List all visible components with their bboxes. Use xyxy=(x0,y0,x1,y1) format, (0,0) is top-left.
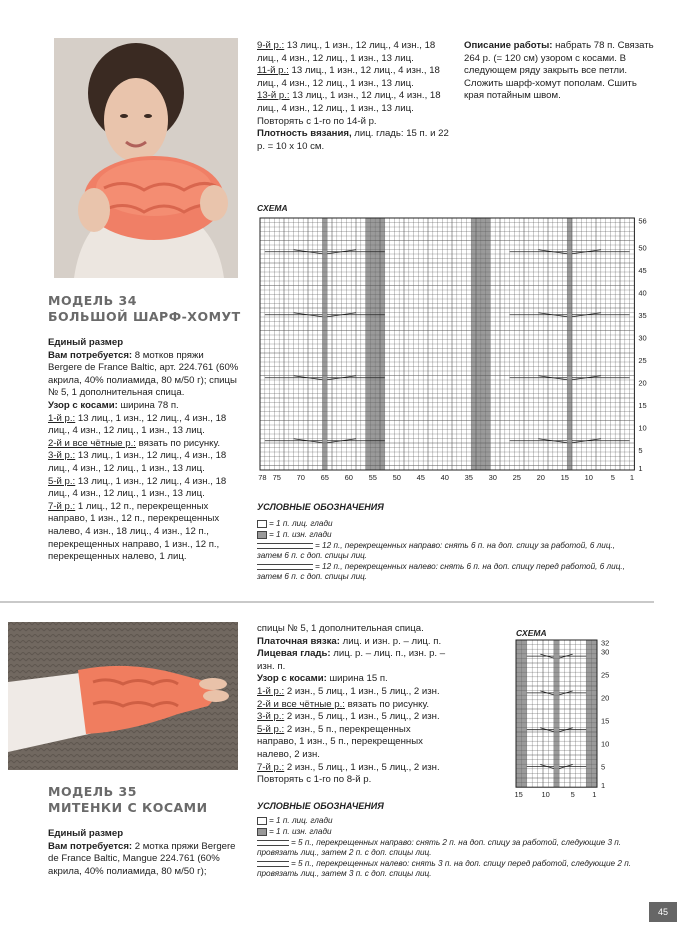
legend2-cable-left: = 5 п., перекрещенных налево: снять 3 п. на доп. спицу перед работой, следующие 2 п. провязать лиц., затем 3 п. с доп. спицы лиц. xyxy=(257,859,631,878)
model35-title xyxy=(48,784,208,816)
schema2-title: СХЕМА xyxy=(516,628,547,638)
model35-mid-text: спицы № 5, 1 дополнительная спица. Платочная вязка: лиц. и изн. р. – лиц. п. Лицевая гладь: лиц. р. – лиц. п., изн. р. – изн. п. Узор с косами: ширина 15 п. 1-й р.: 2 изн., 5 лиц., 1 изн., 5 лиц., 2 изн. 2-й и все чётные р.: вязать по рисунку. 3-й р.: 2 изн., 5 лиц., 1 изн., 5 лиц., 2 изн. 5-й р.: 2 изн., 5 п., перекрещенных направо, 1 изн., 5 п., перекрещенных налево, 2 изн. 7-й р.: 2 изн., 5 лиц., 1 изн., 5 лиц., 2 изн. Повторять с 1-го по 8-й р. xyxy=(257,623,446,786)
x-tick-label: 50 xyxy=(392,473,401,482)
x-tick-label: 15 xyxy=(560,473,569,482)
x-tick-label: 5 xyxy=(570,790,575,800)
cable-left-symbol xyxy=(257,861,289,867)
knit-swatch xyxy=(257,520,267,528)
x-tick-label: 40 xyxy=(440,473,449,482)
model34-name: БОЛЬШОЙ ШАРФ-ХОМУТ xyxy=(48,309,241,324)
legend2-purl: = 1 п. изн. глади xyxy=(257,827,657,837)
cable-right-symbol xyxy=(257,840,289,846)
model34-title xyxy=(48,293,241,325)
legend1-purl: = 1 п. изн. глади xyxy=(257,530,657,540)
legend1-title: УСЛОВНЫЕ ОБОЗНАЧЕНИЯ xyxy=(257,502,384,512)
legend2-title: УСЛОВНЫЕ ОБОЗНАЧЕНИЯ xyxy=(257,801,384,811)
y-tick-label: 10 xyxy=(638,423,647,433)
model35-number: МОДЕЛЬ 35 xyxy=(48,784,137,799)
y-tick-label: 25 xyxy=(638,355,647,365)
x-tick-label: 20 xyxy=(536,473,545,482)
x-tick-label: 1 xyxy=(592,790,597,800)
y-tick-label: 40 xyxy=(638,288,647,298)
y-tick-label: 15 xyxy=(601,716,610,726)
scarf-photo xyxy=(54,38,238,278)
x-tick-label: 75 xyxy=(272,473,281,482)
legend1-cable-left: = 12 п., перекрещенных налево: снять 6 п. на доп. спицу перед работой, 6 лиц., затем 6 п. с доп. спицы лиц. xyxy=(257,562,625,581)
cable-left-symbol xyxy=(257,564,313,570)
y-tick-label: 30 xyxy=(601,647,610,657)
y-tick-label: 1 xyxy=(638,463,643,473)
y-tick-label: 30 xyxy=(638,333,647,343)
legend1-cable-right: = 12 п., перекрещенных направо: снять 6 п. на доп. спицу за работой, 6 лиц., затем 6 п. с доп. спицы лиц. xyxy=(257,541,616,560)
cable-right-symbol xyxy=(257,543,313,549)
x-tick-label: 78 xyxy=(258,473,267,482)
x-tick-label: 5 xyxy=(610,473,615,482)
y-tick-label: 20 xyxy=(601,693,610,703)
schema1-chart xyxy=(252,212,662,482)
model35-name: МИТЕНКИ С КОСАМИ xyxy=(48,800,208,815)
x-tick-label: 35 xyxy=(464,473,473,482)
model34-left-text: Единый размер Вам потребуется: 8 мотков пряжи Bergere de France Baltic, арт. 224.761 (60% акрила, 40% полиамида, 80 м/50 г); спицы № 5, 1 дополнительная спица. Узор с косами: ширина 78 п. 1-й р.: 13 лиц., 1 изн., 12 лиц., 4 изн., 18 лиц., 4 изн., 12 лиц., 1 изн., 13 лиц. 2-й и все чётные р.: вязать по рисунку. 3-й р.: 13 лиц., 1 изн., 12 лиц., 4 изн., 18 лиц., 4 изн., 12 лиц., 1 изн., 13 лиц. 5-й р.: 13 лиц., 1 изн., 12 лиц., 4 изн., 18 лиц., 4 изн., 12 лиц., 1 изн., 13 лиц. 7-й р.: 1 лиц., 12 п., перекрещенных направо, 1 изн., 12 п., перекрещенных налево, 4 изн., 18 лиц., 4 изн., 12 п., перекрещенных направо, 1 изн., 12 п., перекрещенных налево, 1 лиц. xyxy=(48,337,239,563)
legend2-cable-right: = 5 п., перекрещенных направо: снять 2 п. на доп. спицу за работой, следующие 3 п. провязать лиц., затем 2 п. с доп. спицы лиц. xyxy=(257,838,622,857)
model34-work-text: Описание работы: набрать 78 п. Связать 264 р. (= 120 см) узором с косами. В следующем ряду закрыть все петли. Сложить шарф-хомут пополам. Сшить края потайным швом. xyxy=(464,40,654,102)
y-tick-label: 45 xyxy=(638,265,647,275)
section-divider xyxy=(0,601,654,603)
x-tick-label: 60 xyxy=(344,473,353,482)
x-tick-label: 45 xyxy=(416,473,425,482)
y-tick-label: 5 xyxy=(638,445,643,455)
size-label: Единый размер xyxy=(48,337,124,348)
y-tick-label: 35 xyxy=(638,310,647,320)
x-tick-label: 70 xyxy=(296,473,305,482)
y-tick-label: 20 xyxy=(638,378,647,388)
model35-left-text: Единый размер Вам потребуется: 2 мотка пряжи Bergere de France Baltic, Mangue 224.761 (60% акрила, 40% полиамида, 80 м/50 г); xyxy=(48,828,236,877)
schema2-chart xyxy=(510,636,622,808)
knit-swatch xyxy=(257,817,267,825)
y-tick-label: 25 xyxy=(601,670,610,680)
page-number: 45 xyxy=(649,902,677,922)
model34-number: МОДЕЛЬ 34 xyxy=(48,293,137,308)
y-tick-label: 50 xyxy=(638,243,647,253)
x-tick-label: 30 xyxy=(488,473,497,482)
y-tick-label: 10 xyxy=(601,739,610,749)
purl-swatch xyxy=(257,531,267,539)
mittens-photo xyxy=(8,622,238,770)
y-tick-label: 56 xyxy=(638,216,647,226)
x-tick-label: 1 xyxy=(629,473,635,482)
legend1-knit: = 1 п. лиц. глади xyxy=(257,519,657,529)
y-tick-label: 1 xyxy=(601,780,606,790)
y-tick-label: 32 xyxy=(601,638,610,648)
x-tick-label: 55 xyxy=(368,473,377,482)
x-tick-label: 65 xyxy=(320,473,329,482)
x-tick-label: 25 xyxy=(512,473,521,482)
x-tick-label: 10 xyxy=(541,790,550,800)
legend2-knit: = 1 п. лиц. глади xyxy=(257,816,657,826)
x-tick-label: 10 xyxy=(584,473,593,482)
schema1-title: СХЕМА xyxy=(257,203,288,213)
y-tick-label: 5 xyxy=(601,762,606,772)
model34-mid-text: 9-й р.: 13 лиц., 1 изн., 12 лиц., 4 изн., 18 лиц., 4 изн., 12 лиц., 1 изн., 13 лиц. 11-й р.: 13 лиц., 1 изн., 12 лиц., 4 изн., 18 лиц., 4 изн., 12 лиц., 1 изн., 13 лиц. 13-й р.: 13 лиц., 1 изн., 12 лиц., 4 изн., 18 лиц., 4 изн., 12 лиц., 1 изн., 13 лиц. Повторять с 1-го по 14-й р. Плотность вязания, лиц. гладь: 15 п. и 22 р. = 10 х 10 см. xyxy=(257,40,449,152)
x-tick-label: 15 xyxy=(514,790,523,800)
purl-swatch xyxy=(257,828,267,836)
y-tick-label: 15 xyxy=(638,400,647,410)
